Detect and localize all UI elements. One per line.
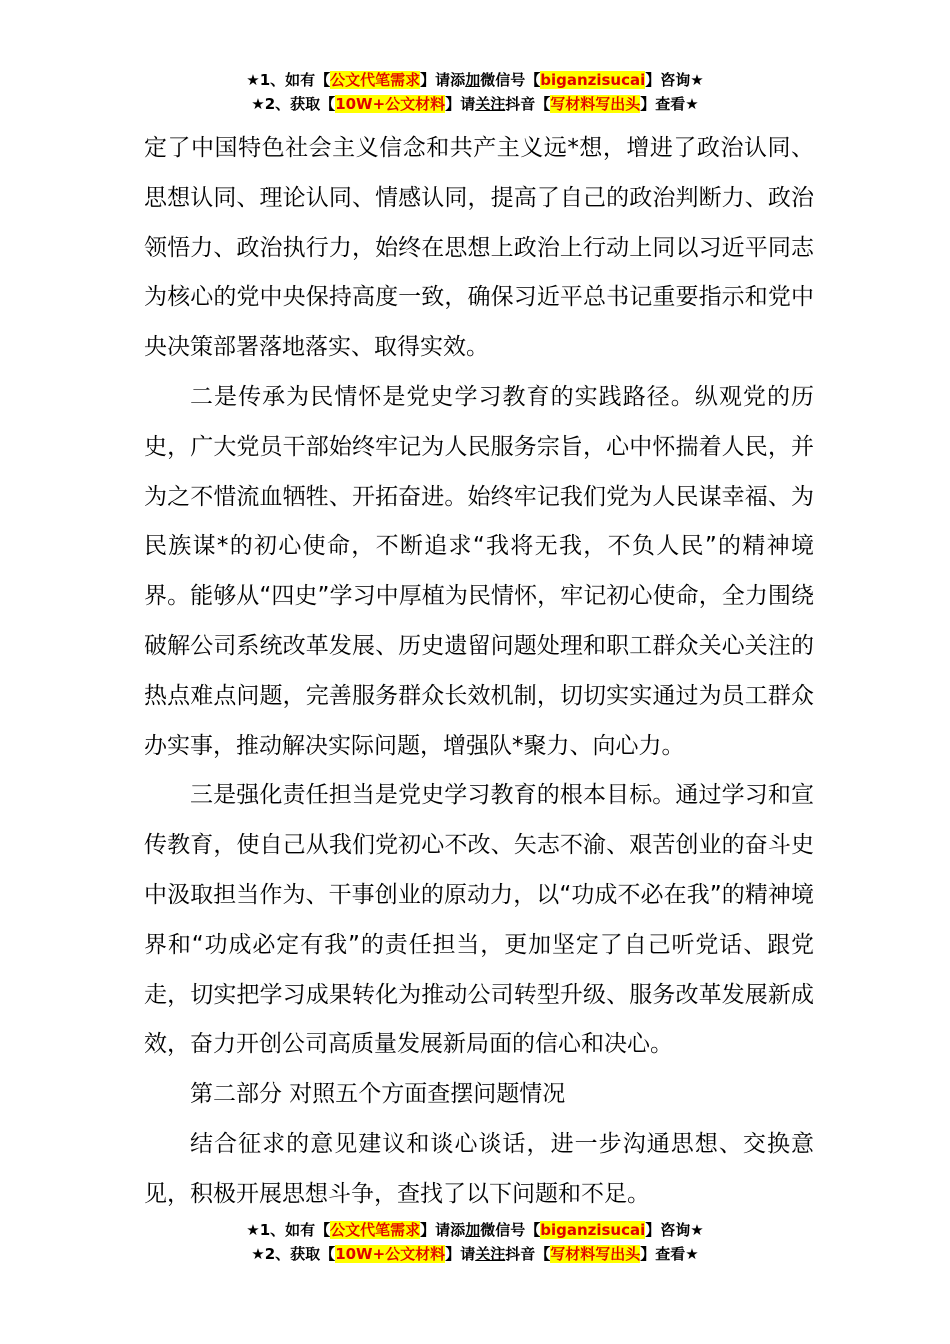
banner-text: ★2、获取【 [251, 1245, 336, 1263]
paragraph-second-point: 二是传承为民情怀是党史学习教育的实践路径。纵观党的历史，广大党员干部始终牢记为人民服务宗旨，心中怀揣着人民，并为之不惜流血牺牲、开拓奋进。始终牢记我们党为人民谋幸福、为民族谋*的初心使命，不断追求“我将无我，不负人民”的精神境界。能够从“四史”学习中厚植为民情怀，牢记初心使命，全力围绕破解公司系统改革发展、历史遗留问题处理和职工群众关心关注的热点难点问题，完善服务群众长效机制，切切实实通过为员工群众办实事，推动解决实际问题，增强队*聚力、向心力。 [144, 383, 814, 759]
banner-highlight: 写材料写出头 [550, 1245, 641, 1263]
banner-highlight: 10W+公文材料 [335, 1245, 446, 1263]
banner-text: 】咨询★ [645, 1221, 704, 1239]
banner-line-2 [0, 92, 950, 116]
banner-highlight: 公文代笔需求 [330, 71, 421, 89]
banner-text: 】请 [445, 95, 476, 113]
banner-highlight: 公文代笔需求 [330, 1221, 421, 1239]
paragraph-intro: 结合征求的意见建议和谈心谈话，进一步沟通思想、交换意见，积极开展思想斗争，查找了以下问题和不足。 [144, 1130, 814, 1207]
banner-text: 】查看★ [640, 95, 699, 113]
banner-highlight: biganzisucai [540, 71, 646, 89]
banner-text: 微信号【 [480, 1221, 541, 1239]
banner-text: 】查看★ [640, 1245, 699, 1263]
section-heading: 第二部分 对照五个方面查摆问题情况 [190, 1081, 566, 1108]
paragraph-continuation: 定了中国特色社会主义信念和共产主义远*想，增进了政治认同、思想认同、理论认同、情感认同，提高了自己的政治判断力、政治领悟力、政治执行力，始终在思想上政治上行动上同以习近平同志为核心的党中央保持高度一致，确保习近平总书记重要指示和党中央决策部署落地落实、取得实效。 [144, 135, 814, 361]
banner-text: 】请添 [420, 1221, 466, 1239]
banner-text: ★1、如有【 [246, 1221, 331, 1239]
banner-highlight: 10W+公文材料 [335, 95, 446, 113]
banner-highlight: 写材料写出头 [550, 95, 641, 113]
banner-line-1 [0, 68, 950, 92]
paragraph-third-point: 三是强化责任担当是党史学习教育的根本目标。通过学习和宣传教育，使自己从我们党初心不改、矢志不渝、艰苦创业的奋斗史中汲取担当作为、干事创业的原动力，以“功成不必在我”的精神境界和“功成必定有我”的责任担当，更加坚定了自己听党话、跟党走，切实把学习成果转化为推动公司转型升级、服务改革发展新成效，奋力开创公司高质量发展新局面的信心和决心。 [144, 782, 814, 1058]
banner-text: 微信号【 [480, 71, 541, 89]
banner-text: 】请 [445, 1245, 476, 1263]
banner-highlight: biganzisucai [540, 1221, 646, 1239]
banner-underline: 加 [465, 1221, 481, 1239]
banner-text: ★2、获取【 [251, 95, 336, 113]
banner-underline: 关注 [475, 1245, 506, 1263]
banner-text: 抖音【 [505, 95, 551, 113]
footer-banner [0, 1218, 950, 1266]
document-body [144, 124, 814, 1220]
banner-underline: 加 [465, 71, 481, 89]
header-banner [0, 68, 950, 116]
banner-text: 】请添 [420, 71, 466, 89]
banner-line-2 [0, 1242, 950, 1266]
banner-underline: 关注 [475, 95, 506, 113]
banner-text: ★1、如有【 [246, 71, 331, 89]
banner-text: 】咨询★ [645, 71, 704, 89]
banner-text: 抖音【 [505, 1245, 551, 1263]
banner-line-1 [0, 1218, 950, 1242]
